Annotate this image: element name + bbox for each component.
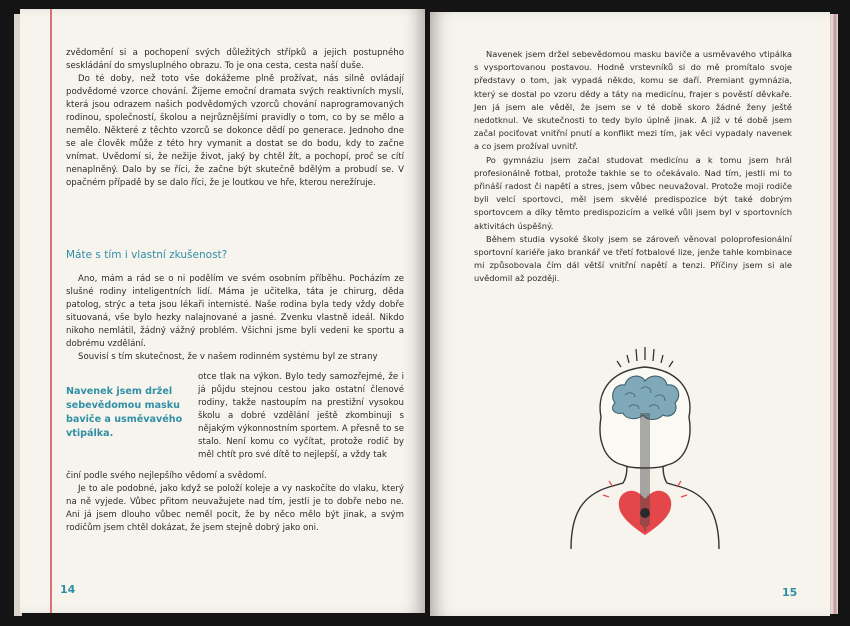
paragraph: Je to ale podobné, jako když se položí koleje a vy naskočíte do vlaku, který na ně vyjede. Vůbec přitom neuvažujete nad tím, jestli je to dobře nebo ne. Ani já jsem dlouho vůbec neměl pocit, že by něco mělo být jinak, a svým rodičům jsem chtěl dokázat, že jsem stejně dobrý jako oni. [66, 483, 404, 533]
brain-heart-strings-figure-icon [565, 337, 725, 549]
paragraph: Souvisí s tím skutečnost, že v našem rodinném systému byl ze strany [78, 351, 378, 362]
paragraph: Navenek jsem držel sebevědomou masku baviče a usměvavého vtipálka s vysportovanou postavou. Hodně vrstevníků si do mě promítalo svoje představy o tom, jak vypadá někdo, komu se daří. Premiant gymnázia, který se dostal po vzoru dědy a táty na medicínu, frajer s pověstí děvkaře. Jen já jsem ale věděl, že jsem se v té době skoro žádné ženy ještě nedotknul. Ve skutečnosti to tedy bylo úplně jinak. A již v té době jsem začal pociťovat vnitřní pnutí a konflikt mezi tím, jak věci vypadaly navenek a co jsem prožíval uvnitř. [474, 49, 792, 152]
section-heading: Máte s tím i vlastní zkušenost? [66, 249, 228, 261]
pull-quote: Navenek jsem držel sebevědomou masku baviče a usměvavého vtipálka. [66, 386, 183, 439]
body-text [474, 48, 792, 286]
section-text [66, 273, 404, 364]
paragraph: činí podle svého nejlepšího vědomí a svědomí. [66, 471, 267, 481]
closing-text [66, 470, 404, 535]
margin-line [50, 9, 52, 613]
paragraph: otce tlak na výkon. Bylo tedy samozřejmé, že i já půjdu stejnou cestou jako ostatní členové rodiny, takže nastoupím na prestižní vysokou školu a dobré vzdělání ještě zkombinuji s nějakým výkonnostním sportem. A přesně to se stalo. Není komu co vyčítat, protože rodič by měl chtít pro své dítě to nejlepší, a vždy tak [198, 372, 404, 460]
page-number: 14 [60, 583, 76, 596]
paragraph: zvědomění si a pochopení svých důležitých střípků a jejich postupného seskládání do smysluplného obrazu. To je ona cesta, cesta naší duše. [66, 48, 404, 71]
paragraph: Během studia vysoké školy jsem se zároveň věnoval poloprofesionální sportovní kariéře jako brankář ve třetí fotbalové lize, jenže tahle kombinace mi způsobovala čím dál větší vnitřní napětí a tenzi. Příčiny jsem si ale uvědomil až později. [474, 233, 792, 284]
page-number: 15 [782, 586, 798, 599]
hair-strands [617, 347, 673, 367]
right-page [430, 12, 830, 616]
sound-hole [640, 508, 650, 518]
page-edge-right [829, 14, 838, 614]
paragraph: Do té doby, než toto vše dokážeme plně prožívat, nás silně ovládají podvědomé vzorce chování. Žijeme emoční dramata svých reaktivních myslí, která jsou odrazem našich podvědomých vzorců chování naprogramovaných rodinou, společností, školou a nejrůznějšími pravidly o tom, co by se mělo a nemělo. Některé z těchto vzorců se dokonce dědí po generace. Jednoho dne se ale člověk může z této hry vymanit a dostat se do bodu, kdy to začne vnímat. Uvědomí si, že nežije život, jaký by chtěl žít, a pochopí, proč se cítí nenaplněný. Dalo by se říci, že začne být skutečně bdělým a probudí se. V opačném případě by se dalo říci, že je loutkou ve hře, kterou nerežíruje. [66, 73, 404, 188]
wrapped-text [198, 371, 404, 462]
intro-text [66, 47, 404, 189]
paragraph: Ano, mám a rád se o ni podělím ve svém osobním příběhu. Pocházím ze slušné rodiny inteligentních lidí. Máma je učitelka, táta je chirurg, děda patolog, strýc a teta jsou lékaři internisté. Naše rodina byla tedy vždy dobře situovaná, vše bylo hezky nalajnované a jasné. Zvenku vlastně ideál. Nikdo nikoho nemlátil, žádný vážný problém. Všichni jsme byli vedeni ke sportu a dobrému vzdělání. [66, 274, 404, 349]
paragraph: Po gymnáziu jsem začal studovat medicínu a k tomu jsem hrál profesionálně fotbal, protože takhle se to očekávalo. Nad tím, jestli mi to přináší radost či napětí a stres, jsem vůbec neuvažoval. Protože moji rodiče byli velcí sportovci, měl jsem skvělé predispozice být také dobrým sportovcem a díky těmto predispozicím a velké vůli jsem byl v sportovních aktivitách úspěšný. [474, 154, 792, 231]
left-page [20, 9, 425, 613]
